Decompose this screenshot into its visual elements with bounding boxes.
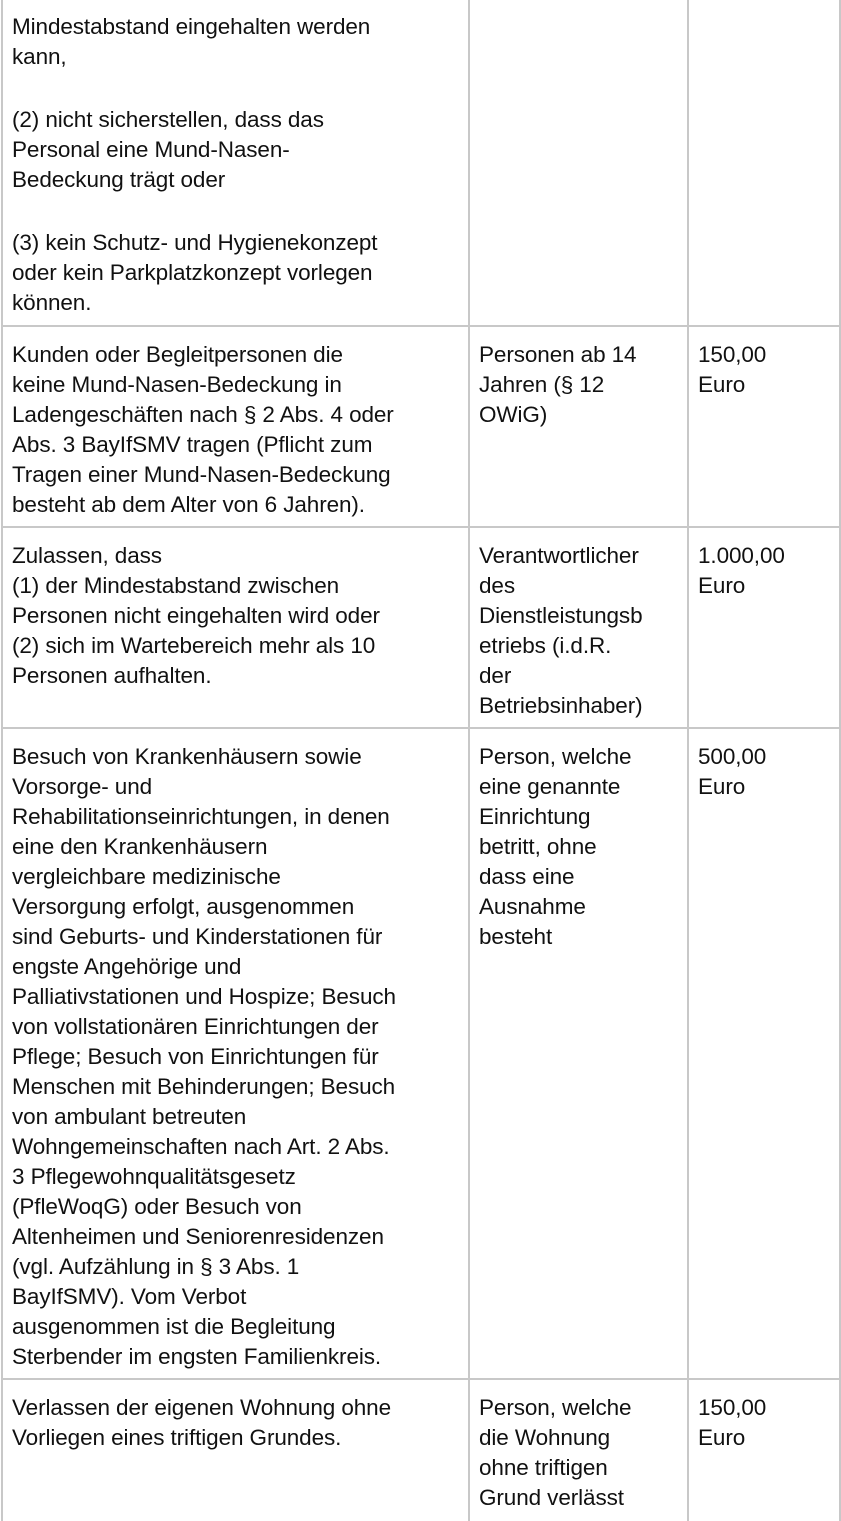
offense-cell: [2, 527, 469, 728]
cell-text-line: Personen ab 14: [479, 342, 637, 367]
cell-text-line: Verantwortlicher: [479, 543, 639, 568]
cell-text-line: Verlassen der eigenen Wohnung ohne: [12, 1395, 391, 1420]
cell-text-line: Palliativstationen und Hospize; Besuch: [12, 984, 396, 1009]
person-cell: [469, 0, 688, 326]
cell-text-line: Altenheimen und Seniorenresidenzen: [12, 1224, 384, 1249]
offense-cell: [2, 728, 469, 1379]
cell-text-line: dass eine: [479, 864, 575, 889]
cell-text-line: betritt, ohne: [479, 834, 597, 859]
cell-text-line: keine Mund-Nasen-Bedeckung in: [12, 372, 342, 397]
cell-text-line: Euro: [698, 372, 746, 397]
paragraph-gap: [12, 72, 460, 105]
cell-text-line: (PfleWoqG) oder Besuch von: [12, 1194, 302, 1219]
cell-text-line: Rehabilitationseinrichtungen, in denen: [12, 804, 390, 829]
fines-table: [1, 0, 841, 1521]
offense-cell: [2, 326, 469, 527]
cell-text-line: Wohngemeinschaften nach Art. 2 Abs.: [12, 1134, 390, 1159]
cell-text-line: (1) der Mindestabstand zwischen: [12, 573, 340, 598]
cell-text-line: Versorgung erfolgt, ausgenommen: [12, 894, 355, 919]
cell-text-line: engste Angehörige und: [12, 954, 242, 979]
cell-text-line: eine den Krankenhäusern: [12, 834, 268, 859]
fine-cell: [688, 1379, 840, 1521]
cell-text-line: Dienstleistungsb: [479, 603, 643, 628]
cell-text-line: OWiG): [479, 402, 548, 427]
cell-text-line: etriebs (i.d.R.: [479, 633, 612, 658]
cell-text-line: (vgl. Aufzählung in § 3 Abs. 1: [12, 1254, 300, 1279]
fine-cell: [688, 0, 840, 326]
cell-text-line: oder kein Parkplatzkonzept vorlegen: [12, 260, 373, 285]
fine-cell: [688, 728, 840, 1379]
cell-text-line: Jahren (§ 12: [479, 372, 605, 397]
offense-cell: [2, 1379, 469, 1521]
person-cell: [469, 728, 688, 1379]
cell-text-line: (2) nicht sicherstellen, dass das: [12, 107, 324, 132]
cell-text-line: Grund verlässt: [479, 1485, 624, 1510]
cell-text-line: Person, welche: [479, 1395, 632, 1420]
cell-text-line: BayIfSMV). Vom Verbot: [12, 1284, 247, 1309]
cell-text-line: Bedeckung trägt oder: [12, 167, 226, 192]
cell-text-line: der: [479, 663, 512, 688]
cell-text-line: Einrichtung: [479, 804, 591, 829]
cell-text-line: 500,00: [698, 744, 767, 769]
cell-text-line: Zulassen, dass: [12, 543, 162, 568]
cell-text-line: 150,00: [698, 1395, 767, 1420]
cell-text-line: Abs. 3 BayIfSMV tragen (Pflicht zum: [12, 432, 373, 457]
cell-text-line: sind Geburts- und Kinderstationen für: [12, 924, 383, 949]
cell-text-line: Menschen mit Behinderungen; Besuch: [12, 1074, 396, 1099]
cell-text-line: von vollstationären Einrichtungen der: [12, 1014, 379, 1039]
table-row: [2, 0, 840, 326]
cell-text-line: eine genannte: [479, 774, 621, 799]
cell-text-line: können.: [12, 290, 92, 315]
cell-text-line: Ladengeschäften nach § 2 Abs. 4 oder: [12, 402, 394, 427]
person-cell: [469, 1379, 688, 1521]
person-cell: [469, 326, 688, 527]
offense-cell: [2, 0, 469, 326]
table-row: [2, 326, 840, 527]
cell-text-line: Person, welche: [479, 744, 632, 769]
cell-text-line: (2) sich im Wartebereich mehr als 10: [12, 633, 376, 658]
cell-text-line: Vorsorge- und: [12, 774, 153, 799]
cell-text-line: Pflege; Besuch von Einrichtungen für: [12, 1044, 379, 1069]
cell-text-line: Vorliegen eines triftigen Grundes.: [12, 1425, 342, 1450]
cell-text-line: des: [479, 573, 515, 598]
cell-text-line: kann,: [12, 44, 67, 69]
cell-text-line: ausgenommen ist die Begleitung: [12, 1314, 336, 1339]
cell-text-line: Euro: [698, 774, 746, 799]
cell-text-line: Personen nicht eingehalten wird oder: [12, 603, 380, 628]
cell-text-line: die Wohnung: [479, 1425, 611, 1450]
table-row: [2, 527, 840, 728]
cell-text-line: Besuch von Krankenhäusern sowie: [12, 744, 362, 769]
cell-text-line: ohne triftigen: [479, 1455, 608, 1480]
cell-text-line: Euro: [698, 1425, 746, 1450]
cell-text-line: Sterbender im engsten Familienkreis.: [12, 1344, 382, 1369]
cell-text-line: 1.000,00: [698, 543, 785, 568]
cell-text-line: Betriebsinhaber): [479, 693, 643, 718]
cell-text-line: besteht ab dem Alter von 6 Jahren).: [12, 492, 365, 517]
cell-text-line: vergleichbare medizinische: [12, 864, 281, 889]
cell-text-line: besteht: [479, 924, 553, 949]
table-row: [2, 1379, 840, 1521]
cell-text-line: 150,00: [698, 342, 767, 367]
cell-text-line: Ausnahme: [479, 894, 586, 919]
cell-text-line: Personen aufhalten.: [12, 663, 212, 688]
cell-text-line: (3) kein Schutz- und Hygienekonzept: [12, 230, 378, 255]
cell-text-line: von ambulant betreuten: [12, 1104, 247, 1129]
cell-text-line: 3 Pflegewohnqualitätsgesetz: [12, 1164, 296, 1189]
person-cell: [469, 527, 688, 728]
paragraph-gap: [12, 195, 460, 228]
cell-text-line: Personal eine Mund-Nasen-: [12, 137, 290, 162]
cell-text-line: Tragen einer Mund-Nasen-Bedeckung: [12, 462, 391, 487]
fine-cell: [688, 527, 840, 728]
cell-text-line: Mindestabstand eingehalten werden: [12, 14, 371, 39]
fine-cell: [688, 326, 840, 527]
cell-text-line: Kunden oder Begleitpersonen die: [12, 342, 343, 367]
table-row: [2, 728, 840, 1379]
cell-text-line: Euro: [698, 573, 746, 598]
